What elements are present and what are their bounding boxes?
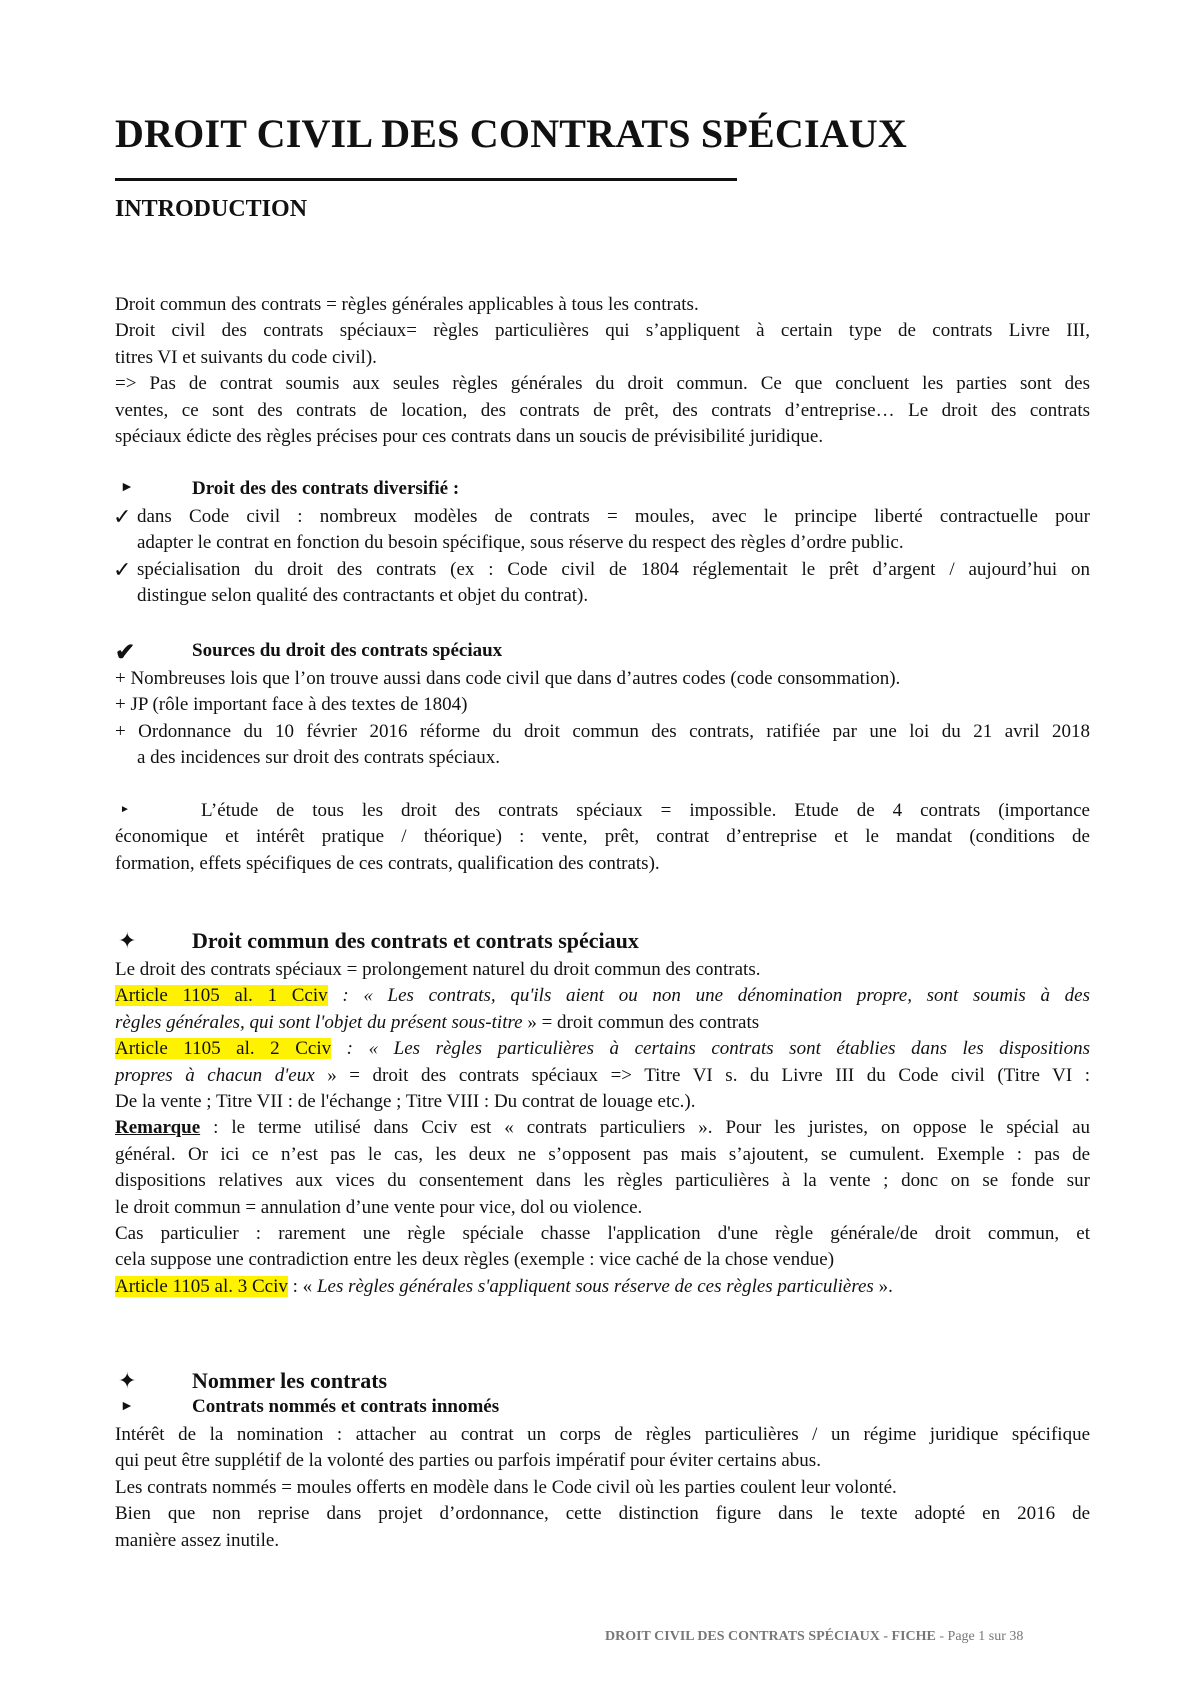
quote-text: : « Les règles particulières à certains contrats sont établies dans les dispositions bbox=[331, 1038, 1090, 1060]
text-run: : le terme utilisé dans Cciv est « contrats particuliers ». Pour les juristes, on oppose le spécial au bbox=[200, 1117, 1090, 1139]
subsection-heading: Contrats nommés et contrats innomés bbox=[192, 1396, 500, 1417]
quote-text: propres à chacun d'eux bbox=[115, 1064, 315, 1086]
text-line bbox=[115, 1274, 1090, 1300]
checkmark-icon: ✔ bbox=[115, 640, 136, 666]
footer-title: DROIT CIVIL DES CONTRATS SPÉCIAUX - FICHE bbox=[605, 1629, 936, 1644]
text-line bbox=[115, 1010, 1090, 1036]
text-line: => Pas de contrat soumis aux seules règles générales du droit commun. Ce que concluent les parties sont des bbox=[115, 373, 1090, 395]
text-line bbox=[115, 1036, 1090, 1062]
text-line: adapter le contrat en fonction du besoin spécifique, sous réserve du respect des règles d’ordre public. bbox=[137, 532, 904, 554]
text-line: manière assez inutile. bbox=[115, 1529, 280, 1551]
section-heading: Nommer les contrats bbox=[192, 1368, 388, 1393]
section-heading: Droit commun des contrats et contrats spéciaux bbox=[192, 928, 639, 953]
text-line: le droit commun = annulation d’une vente pour vice, dol ou violence. bbox=[115, 1196, 643, 1218]
intro-paragraph bbox=[115, 292, 1090, 450]
triangle-bullet-icon: ► bbox=[120, 480, 134, 495]
text-line: Droit commun des contrats = règles générales applicables à tous les contrats. bbox=[115, 294, 699, 315]
text-line: + Ordonnance du 10 février 2016 réforme du droit commun des contrats, ratifiée par une loi du 21 avril 2018 bbox=[115, 720, 1090, 742]
text-line: Intérêt de la nomination : attacher au contrat un corps de règles particulières / un régime juridique spécifique bbox=[115, 1424, 1090, 1445]
document-title: DROIT CIVIL DES CONTRATS SPÉCIAUX bbox=[115, 111, 907, 156]
article-reference: Article 1105 al. 3 Cciv bbox=[115, 1275, 288, 1297]
text-line: qui peut être supplétif de la volonté des parties ou parfois impératif pour éviter certains abus. bbox=[115, 1450, 821, 1472]
text-line: Bien que non reprise dans projet d’ordonnance, cette distinction figure dans le texte adopté en 2016 de bbox=[115, 1503, 1090, 1525]
text-line bbox=[115, 1063, 1090, 1089]
four-point-star-icon: ✦ bbox=[118, 928, 137, 953]
text-line: général. Or ici ce n’est pas le cas, les deux ne s’opposent pas mais s’ajoutent, se cumulent. Exemple : pas de bbox=[115, 1143, 1090, 1165]
checkmark-icon: ✓ bbox=[113, 504, 132, 529]
text-line: dispositions relatives aux vices du consentement dans les règles particulières à la vente ; donc on se fonde sur bbox=[115, 1170, 1090, 1192]
text-line: Cas particulier : rarement une règle spéciale chasse l'application d'une règle générale/de droit commun, et bbox=[115, 1223, 1090, 1245]
text-line: spéciaux édicte des règles précises pour ces contrats dans un soucis de prévisibilité juridique. bbox=[115, 426, 824, 448]
check-item bbox=[137, 504, 1090, 557]
text-line: Les contrats nommés = moules offerts en modèle dans le Code civil où les parties coulent leur volonté. bbox=[115, 1476, 897, 1498]
check-item bbox=[137, 557, 1090, 610]
quote-text: : « Les contrats, qu'ils aient ou non une dénomination propre, sont soumis à des bbox=[327, 985, 1090, 1007]
checkmark-icon: ✓ bbox=[113, 557, 132, 582]
text-run: » = droit commun des contrats bbox=[522, 1011, 760, 1033]
text-run: : « bbox=[287, 1275, 317, 1297]
page-number: - Page 1 sur 38 bbox=[935, 1629, 1024, 1644]
section-introduction-heading: INTRODUCTION bbox=[115, 196, 308, 222]
text-line: ventes, ce sont des contrats de location, des contrats de prêt, des contrats d’entreprise… Le droit des contrats bbox=[115, 399, 1090, 421]
section-body bbox=[115, 957, 1090, 1300]
remark-label: Remarque bbox=[115, 1117, 201, 1139]
quote-text: Les règles générales s'appliquent sous réserve de ces règles particulières bbox=[316, 1275, 874, 1297]
section-body bbox=[115, 1422, 1090, 1554]
text-line: Droit civil des contrats spéciaux= règles particulières qui s’appliquent à certain type de contrats Livre III, bbox=[115, 320, 1090, 342]
text-line: Le droit des contrats spéciaux = prolongement naturel du droit commun des contrats. bbox=[115, 959, 761, 980]
text-line bbox=[115, 1115, 1090, 1141]
text-line: a des incidences sur droit des contrats spéciaux. bbox=[137, 747, 500, 769]
sources-list bbox=[115, 666, 1090, 772]
text-line: + JP (rôle important face à des textes de 1804) bbox=[115, 694, 468, 716]
list-heading: Sources du droit des contrats spéciaux bbox=[192, 640, 503, 661]
article-reference: Article 1105 al. 2 Cciv bbox=[115, 1038, 332, 1060]
text-line: spécialisation du droit des contrats (ex : Code civil de 1804 réglementait le prêt d’argent / aujourd’hui on bbox=[137, 559, 1090, 580]
text-line: L’étude de tous les droit des contrats spéciaux = impossible. Etude de 4 contrats (importance bbox=[201, 800, 1090, 821]
triangle-bullet-icon: ► bbox=[120, 1399, 134, 1414]
text-line: économique et intérêt pratique / théorique) : vente, prêt, contrat d’entreprise et le mandat (conditions de bbox=[115, 826, 1090, 848]
article-reference: Article 1105 al. 1 Cciv bbox=[115, 985, 328, 1007]
four-point-star-icon: ✦ bbox=[118, 1368, 137, 1393]
quote-text: règles générales, qui sont l'objet du présent sous-titre bbox=[115, 1011, 523, 1033]
text-line: + Nombreuses lois que l’on trouve aussi dans code civil que dans d’autres codes (code consommation). bbox=[115, 668, 901, 689]
text-run: ». bbox=[873, 1275, 893, 1297]
triangle-bullet-icon: ► bbox=[120, 804, 130, 815]
text-line: dans Code civil : nombreux modèles de contrats = moules, avec le principe liberté contractuelle pour bbox=[137, 506, 1090, 527]
title-underline bbox=[115, 178, 737, 181]
text-line: cela suppose une contradiction entre les deux règles (exemple : vice caché de la chose vendue) bbox=[115, 1249, 835, 1271]
text-run: » = droit des contrats spéciaux => Titre VI s. du Livre III du Code civil (Titre VI : bbox=[314, 1064, 1090, 1086]
text-line: De la vente ; Titre VII : de l'échange ; Titre VIII : Du contrat de louage etc.). bbox=[115, 1091, 696, 1113]
study-paragraph bbox=[115, 798, 1090, 877]
page-footer bbox=[605, 1629, 1023, 1645]
text-line: formation, effets spécifiques de ces contrats, qualification des contrats). bbox=[115, 852, 660, 874]
text-line: distingue selon qualité des contractants et objet du contrat). bbox=[137, 585, 589, 607]
list-heading: Droit des des contrats diversifié : bbox=[192, 478, 460, 499]
text-line bbox=[115, 983, 1090, 1009]
text-line: titres VI et suivants du code civil). bbox=[115, 346, 377, 368]
